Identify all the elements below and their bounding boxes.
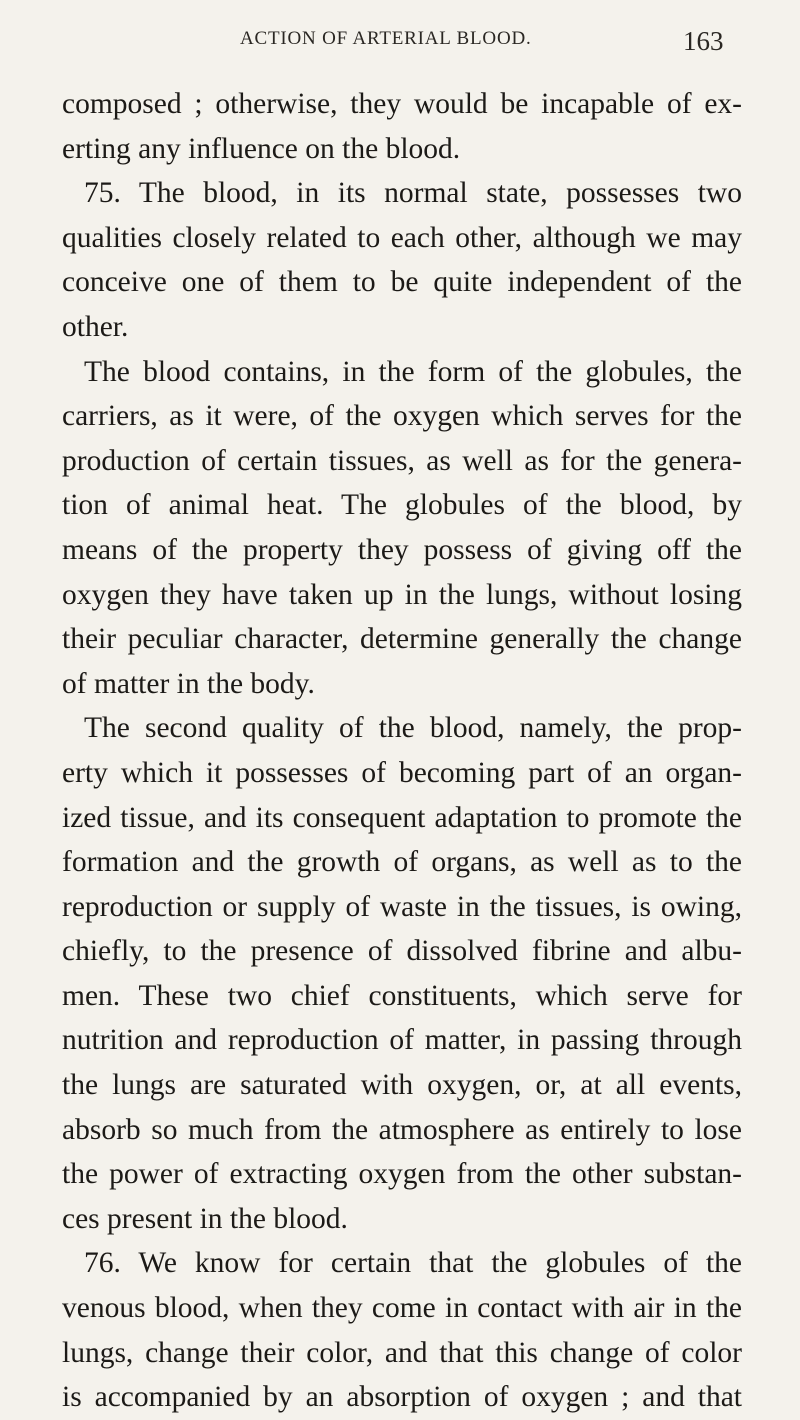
text-line: carriers, as it were, of the oxygen which serves for the <box>62 400 742 433</box>
text-line: of matter in the body. <box>62 667 315 700</box>
text-line: their peculiar character, determine generally the change <box>62 623 742 656</box>
text-line: ized tissue, and its consequent adaptation to promote the <box>62 801 742 834</box>
text-line: is accompanied by an absorption of oxygen ; and that <box>62 1381 742 1414</box>
text-line: oxygen they have taken up in the lungs, without losing <box>62 578 742 611</box>
text-line: chiefly, to the presence of dissolved fibrine and albu- <box>62 935 742 968</box>
text-line: lungs, change their color, and that this change of color <box>62 1336 742 1369</box>
text-line: men. These two chief constituents, which serve for <box>62 979 742 1012</box>
paragraph-start: The blood contains, in the form of the globules, the <box>84 355 742 388</box>
text-line: nutrition and reproduction of matter, in passing through <box>62 1024 742 1057</box>
page-number: 163 <box>683 26 724 56</box>
paragraph-start: The second quality of the blood, namely, the prop- <box>84 712 742 745</box>
paragraph-76-start: 76. We know for certain that the globules of the <box>84 1247 742 1280</box>
text-line: production of certain tissues, as well as for the genera- <box>62 444 742 477</box>
text-line: absorb so much from the atmosphere as entirely to lose <box>62 1113 742 1146</box>
text-line: erty which it possesses of becoming part of an organ- <box>62 756 742 789</box>
text-line: qualities closely related to each other, although we may <box>62 221 742 254</box>
text-line: composed ; otherwise, they would be incapable of ex- <box>62 88 742 120</box>
text-line: the lungs are saturated with oxygen, or, at all events, <box>62 1069 742 1102</box>
text-line: means of the property they possess of giving off the <box>62 533 742 566</box>
text-line: venous blood, when they come in contact with air in the <box>62 1292 742 1325</box>
text-line: reproduction or supply of waste in the tissues, is owing, <box>62 890 742 923</box>
running-head: ACTION OF ARTERIAL BLOOD. <box>240 28 532 49</box>
text-line: formation and the growth of organs, as well as to the <box>62 846 742 879</box>
text-line: conceive one of them to be quite independent of the <box>62 266 742 299</box>
text-line: ces present in the blood. <box>62 1202 348 1235</box>
body-text <box>62 82 742 1420</box>
text-line: tion of animal heat. The globules of the blood, by <box>62 489 742 522</box>
paragraph-75-start: 75. The blood, in its normal state, possesses two <box>84 177 742 210</box>
text-line: erting any influence on the blood. <box>62 132 461 165</box>
text-line: the power of extracting oxygen from the other substan- <box>62 1158 742 1191</box>
text-line: other. <box>62 310 129 343</box>
